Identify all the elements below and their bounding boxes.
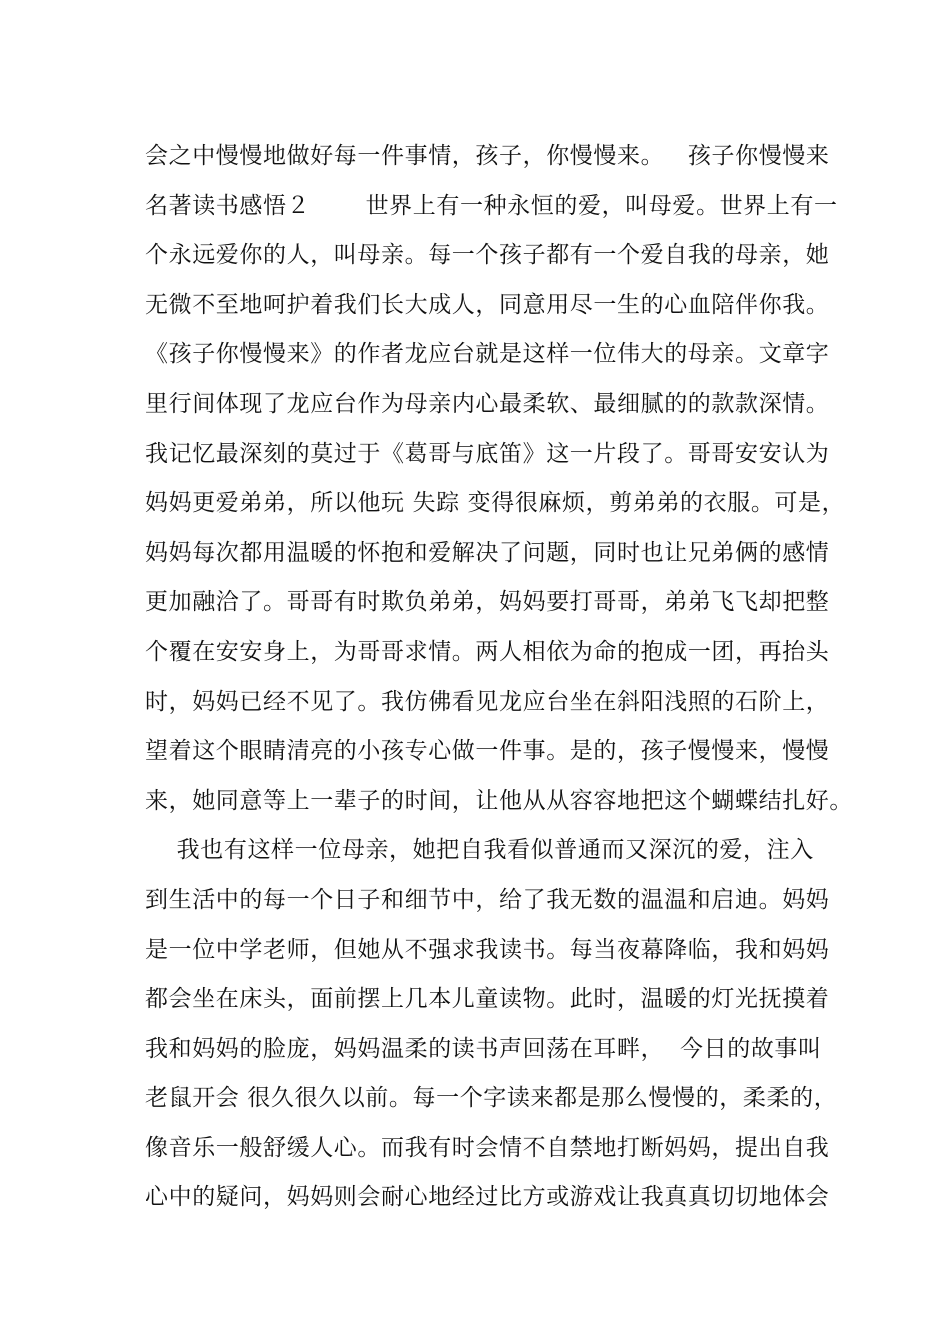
text-line: 里行间体现了龙应台作为母亲内心最柔软、最细腻的的款款深情。: [145, 390, 830, 417]
text-line: 个覆在安安身上，为哥哥求情。两人相依为命的抱成一团，再抬头: [145, 638, 830, 665]
text-line: 我也有这样一位母亲，她把自我看似普通而又深沉的爱，注入: [145, 837, 814, 864]
text-line: 个永远爱你的人，叫母亲。每一个孩子都有一个爱自我的母亲，她: [145, 242, 830, 269]
text-line: 我和妈妈的脸庞，妈妈温柔的读书声回荡在耳畔， 今日的故事叫: [145, 1035, 822, 1062]
text-line: 都会坐在床头，面前摆上几本儿童读物。此时，温暖的灯光抚摸着: [145, 986, 830, 1013]
text-line: 无微不至地呵护着我们长大成人，同意用尽一生的心血陪伴你我。: [145, 291, 830, 318]
text-line: 会之中慢慢地做好每一件事情，孩子，你慢慢来。 孩子你慢慢来: [145, 143, 830, 169]
text-line: 心中的疑问，妈妈则会耐心地经过比方或游戏让我真真切切地体会: [145, 1184, 830, 1211]
text-line: 老鼠开会 很久很久以前。每一个字读来都是那么慢慢的，柔柔的，: [145, 1085, 838, 1112]
body-text: [145, 132, 853, 1223]
text-line: 我记忆最深刻的莫过于《葛哥与底笛》这一片段了。哥哥安安认为: [145, 440, 830, 467]
text-line: 名著读书感悟２ 世界上有一种永恒的爱，叫母爱。世界上有一: [145, 192, 838, 219]
text-line: 来，她同意等上一辈子的时间，让他从从容容地把这个蝴蝶结扎好。: [145, 787, 853, 814]
text-line: 像音乐一般舒缓人心。而我有时会情不自禁地打断妈妈，提出自我: [145, 1134, 830, 1161]
text-line: 妈妈每次都用温暖的怀抱和爱解决了问题，同时也让兄弟俩的感情: [145, 539, 830, 566]
text-line: 《孩子你慢慢来》的作者龙应台就是这样一位伟大的母亲。文章字: [145, 341, 830, 368]
text-line: 到生活中的每一个日子和细节中，给了我无数的温温和启迪。妈妈: [145, 886, 830, 913]
text-line: 时，妈妈已经不见了。我仿佛看见龙应台坐在斜阳浅照的石阶上，: [145, 688, 830, 715]
text-line: 更加融洽了。哥哥有时欺负弟弟，妈妈要打哥哥，弟弟飞飞却把整: [145, 589, 830, 616]
text-line: 望着这个眼睛清亮的小孩专心做一件事。是的，孩子慢慢来，慢慢: [145, 738, 830, 765]
text-line: 妈妈更爱弟弟，所以他玩 失踪 变得很麻烦，剪弟弟的衣服。可是，: [145, 490, 846, 517]
text-line: 是一位中学老师，但她从不强求我读书。每当夜幕降临，我和妈妈: [145, 936, 830, 963]
